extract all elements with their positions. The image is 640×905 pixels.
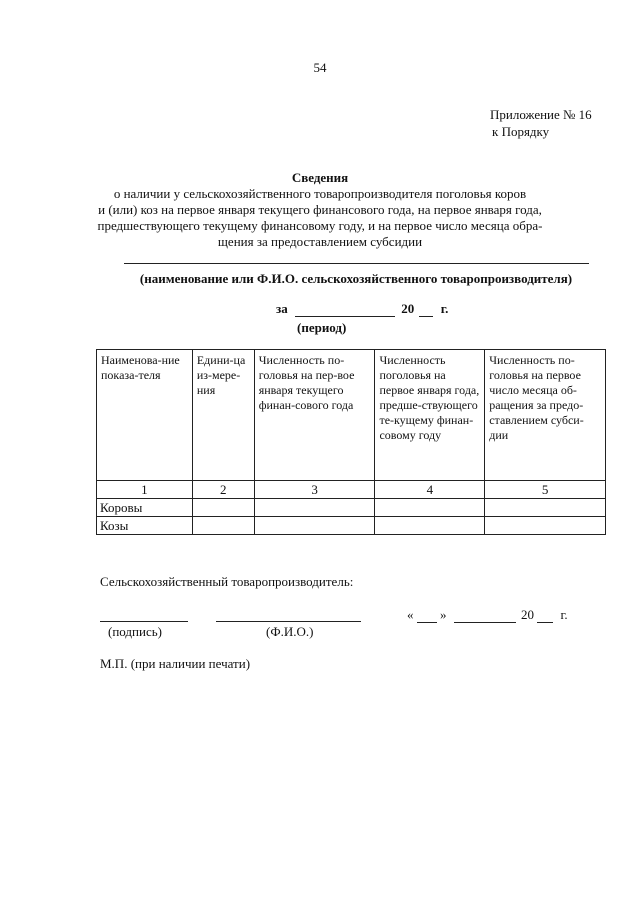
- header-unit: Едини-ца из-мере-ния: [192, 350, 254, 481]
- date-day-field[interactable]: [417, 611, 437, 623]
- signer-label: Сельскохозяйственный товаропроизводитель:: [100, 574, 354, 589]
- date-year-suffix: г.: [560, 607, 568, 622]
- column-number: 3: [254, 481, 375, 499]
- row-label-cows: Коровы: [97, 499, 193, 517]
- date-row: [407, 607, 568, 623]
- title-line-3: предшествующего текущему финансовому году, и на первое число месяца обра-: [97, 218, 543, 233]
- column-numbers-row: [97, 481, 606, 499]
- cell-unit-goats[interactable]: [192, 517, 254, 535]
- period-year-suffix: г.: [440, 301, 449, 316]
- cell-current-goats[interactable]: [254, 517, 375, 535]
- header-count-current-year: Численность по-головья на пер-вое января текущего финан-сового года: [254, 350, 375, 481]
- signature-field[interactable]: [100, 621, 188, 622]
- date-month-field[interactable]: [454, 611, 516, 623]
- date-quote-open: «: [407, 607, 414, 622]
- cell-application-goats[interactable]: [485, 517, 606, 535]
- period-row: [276, 301, 448, 317]
- header-count-previous-year: Численность поголовья на первое января года, предше-ствующего те-кущему финан-совому году: [375, 350, 485, 481]
- signature-caption: (подпись): [108, 624, 162, 639]
- producer-caption: (наименование или Ф.И.О. сельскохозяйственного товаропроизводителя): [139, 271, 573, 286]
- title-line-2: и (или) коз на первое января текущего финансового года, на первое января года,: [98, 202, 542, 217]
- row-label-goats: Козы: [97, 517, 193, 535]
- date-quote-close: »: [440, 607, 447, 622]
- date-year-prefix: 20: [521, 607, 534, 622]
- table-row: [97, 499, 606, 517]
- header-count-application-month: Численность по-головья на первое число месяца об-ращения за предо-ставлением субси-дии: [485, 350, 606, 481]
- period-field[interactable]: [295, 304, 395, 317]
- period-year-prefix: 20: [401, 301, 415, 316]
- appendix-reference: [490, 106, 592, 140]
- full-name-caption: (Ф.И.О.): [266, 624, 314, 639]
- cell-application-cows[interactable]: [485, 499, 606, 517]
- stamp-note: М.П. (при наличии печати): [100, 656, 251, 671]
- cell-previous-cows[interactable]: [375, 499, 485, 517]
- cell-previous-goats[interactable]: [375, 517, 485, 535]
- column-number: 4: [375, 481, 485, 499]
- producer-name-field[interactable]: [124, 263, 589, 264]
- cell-current-cows[interactable]: [254, 499, 375, 517]
- cell-unit-cows[interactable]: [192, 499, 254, 517]
- column-number: 1: [97, 481, 193, 499]
- period-year-field[interactable]: [419, 304, 433, 317]
- title-line-1: о наличии у сельскохозяйственного товаропроизводителя поголовья коров: [113, 186, 527, 201]
- header-indicator-name: Наименова-ние показа-теля: [97, 350, 193, 481]
- period-prefix: за: [276, 301, 288, 316]
- column-number: 2: [192, 481, 254, 499]
- livestock-table: [96, 349, 606, 535]
- title-line-4: щения за предоставлением субсидии: [217, 234, 423, 249]
- column-number: 5: [485, 481, 606, 499]
- table-row: [97, 517, 606, 535]
- date-year-field[interactable]: [537, 611, 553, 623]
- appendix-order: к Порядку: [492, 124, 550, 139]
- period-caption: (период): [297, 320, 347, 335]
- document-title: [90, 170, 550, 250]
- page-number: 54: [313, 60, 327, 75]
- title-heading: Сведения: [291, 170, 349, 185]
- full-name-field[interactable]: [216, 621, 361, 622]
- appendix-number: Приложение № 16: [490, 107, 592, 122]
